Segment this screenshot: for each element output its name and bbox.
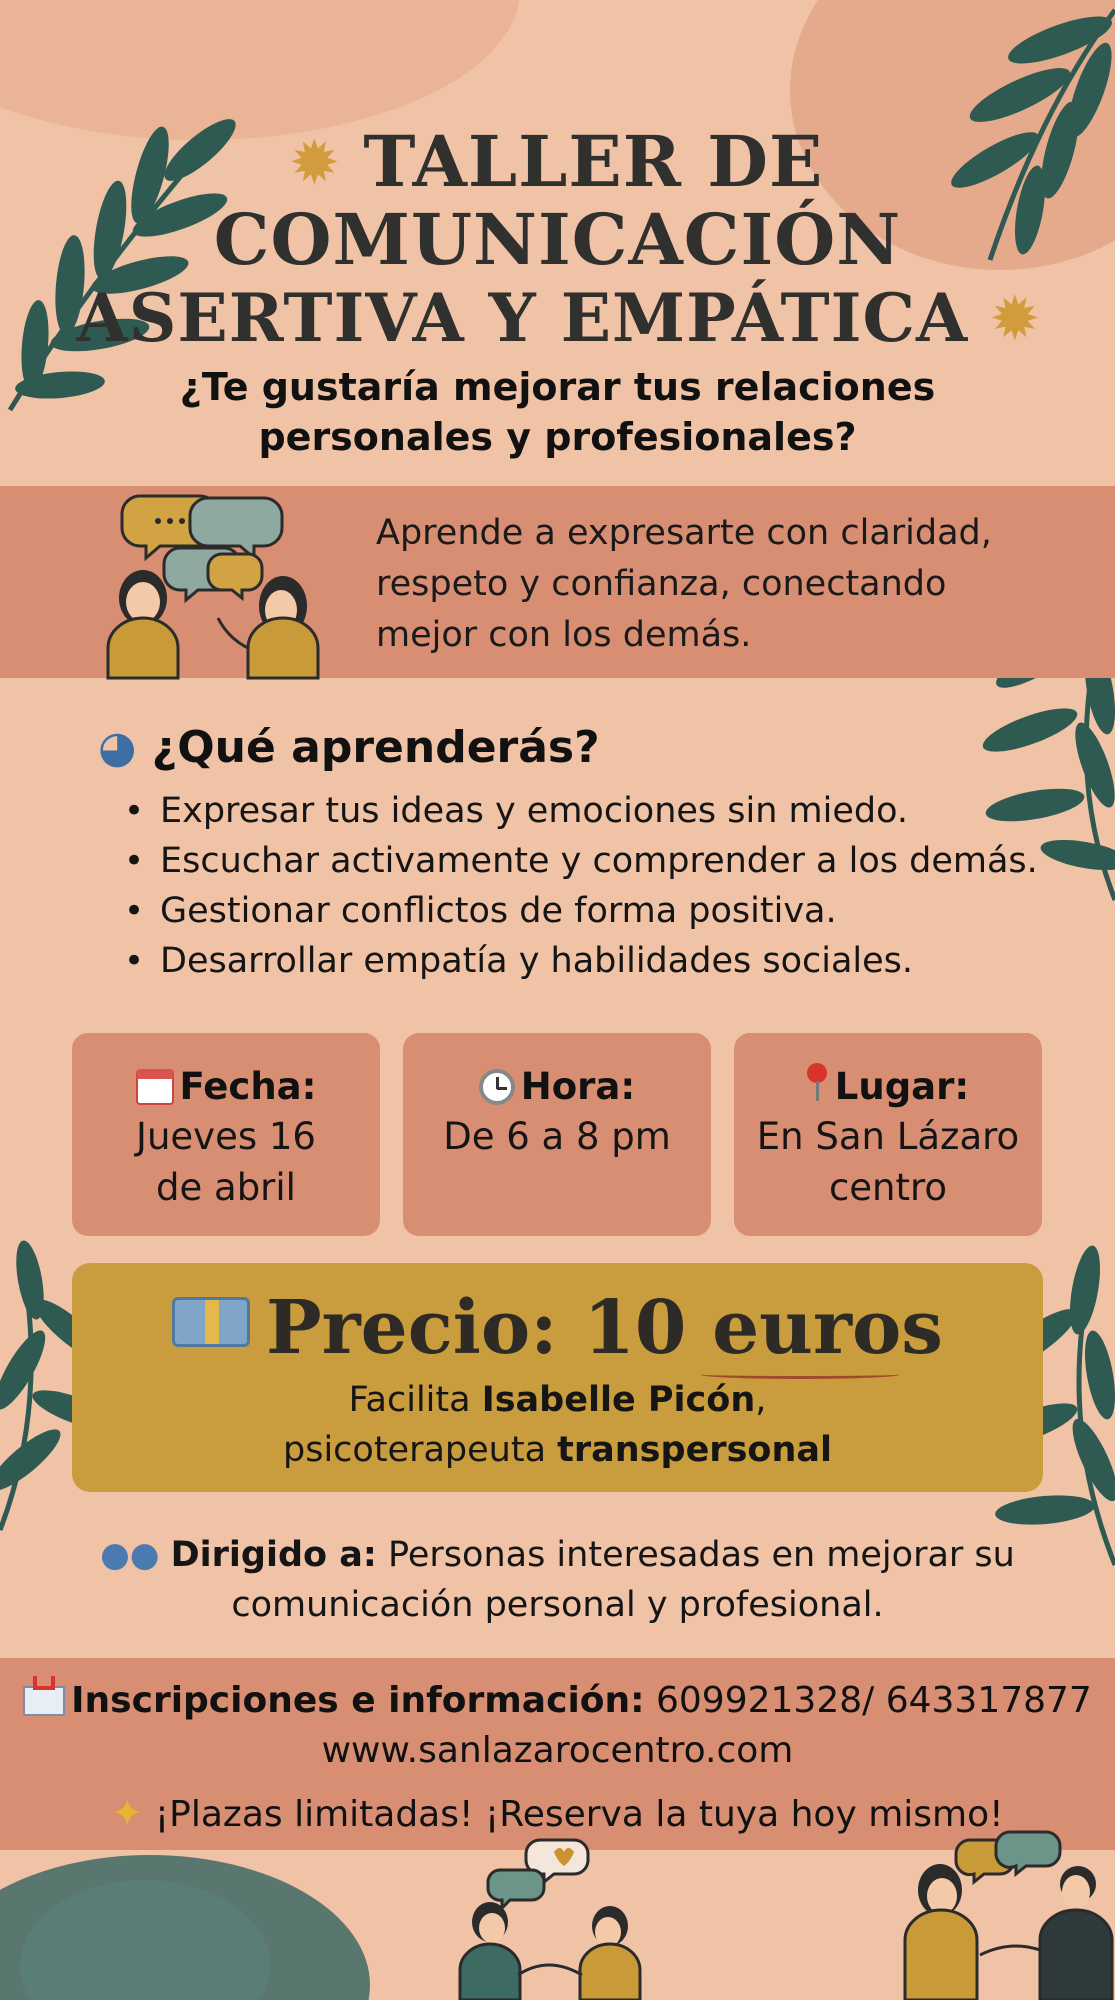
subtitle-line-1: ¿Te gustaría mejorar tus relaciones	[179, 365, 936, 409]
learn-heading	[98, 722, 600, 773]
date-value-1: Jueves 16	[136, 1115, 316, 1158]
title-line-2	[0, 198, 1115, 282]
audience-section	[0, 1530, 1115, 1630]
people-icon: ●●	[100, 1535, 160, 1575]
sparkle-star-icon: ✹	[291, 130, 338, 194]
title-line-3	[0, 276, 1115, 360]
facilitator-name: Isabelle Picón	[481, 1380, 756, 1420]
cta-text: ¡Plazas limitadas! ¡Reserva la tuya hoy mismo!	[154, 1794, 1004, 1835]
couple-illustration-icon	[900, 1830, 1115, 2000]
envelope-icon	[23, 1686, 65, 1716]
handshake-illustration-icon	[440, 1830, 670, 2000]
title-text-3: ASERTIVA Y EMPÁTICA	[76, 279, 969, 357]
date-label-row	[72, 1063, 380, 1111]
date-card	[72, 1033, 380, 1236]
list-item: • Escuchar activamente y comprender a los demás.	[124, 836, 1038, 886]
list-item: • Desarrollar empatía y habilidades sociales.	[124, 936, 1038, 986]
contact-phones: 609921328/ 643317877	[644, 1680, 1092, 1721]
calendar-icon	[136, 1069, 174, 1105]
time-card	[403, 1033, 711, 1236]
facilitator-suffix: ,	[755, 1380, 767, 1420]
place-label: Lugar:	[834, 1065, 970, 1108]
banknote-icon	[172, 1297, 250, 1347]
audience-label: Dirigido a:	[170, 1535, 377, 1575]
place-value-1: En San Lázaro	[756, 1115, 1020, 1158]
speaking-head-icon: ◕	[98, 722, 137, 773]
map-pin-icon	[807, 1063, 827, 1103]
price-line	[72, 1285, 1043, 1371]
conversation-illustration-icon	[98, 488, 338, 678]
facilitator-prefix: Facilita	[348, 1380, 482, 1420]
price-label: Precio: 10 euros	[266, 1285, 943, 1371]
time-value: De 6 a 8 pm	[443, 1115, 671, 1158]
date-label: Fecha:	[179, 1065, 317, 1108]
title-line-1	[0, 120, 1115, 204]
title-text-2: COMUNICACIÓN	[213, 198, 902, 281]
website-line	[0, 1726, 1115, 1776]
sparkles-icon: ✦	[111, 1791, 144, 1835]
learn-list	[124, 786, 1038, 986]
place-card	[734, 1033, 1042, 1236]
list-item: • Expresar tus ideas y emociones sin miedo.	[124, 786, 1038, 836]
list-item: • Gestionar conflictos de forma positiva.	[124, 886, 1038, 936]
intro-text: Aprende a expresarte con claridad, respeto y confianza, conectando mejor con los demás.	[376, 513, 992, 655]
website-link[interactable]: www.sanlazarocentro.com	[321, 1730, 794, 1771]
learn-heading-text: ¿Qué aprenderás?	[151, 722, 600, 773]
audience-text-1: Personas interesadas en mejorar su	[376, 1535, 1015, 1575]
role-line	[72, 1425, 1043, 1475]
date-value-2: de abril	[156, 1166, 296, 1209]
subtitle-line-2: personales y profesionales?	[258, 415, 857, 459]
role-emphasis: transpersonal	[557, 1430, 832, 1470]
price-card	[72, 1263, 1043, 1492]
title-text-1: TALLER DE	[363, 120, 824, 203]
clock-icon	[479, 1069, 515, 1105]
time-label: Hora:	[520, 1065, 636, 1108]
place-value-2: centro	[828, 1166, 948, 1209]
place-label-row	[734, 1063, 1042, 1111]
time-label-row	[403, 1063, 711, 1111]
role-prefix: psicoterapeuta	[283, 1430, 558, 1470]
contact-line	[0, 1676, 1115, 1726]
sparkle-star-icon: ✹	[992, 286, 1039, 350]
facilitator-line	[72, 1375, 1043, 1425]
audience-text-2: comunicación personal y profesional.	[231, 1585, 884, 1625]
contact-label: Inscripciones e información:	[71, 1680, 645, 1721]
